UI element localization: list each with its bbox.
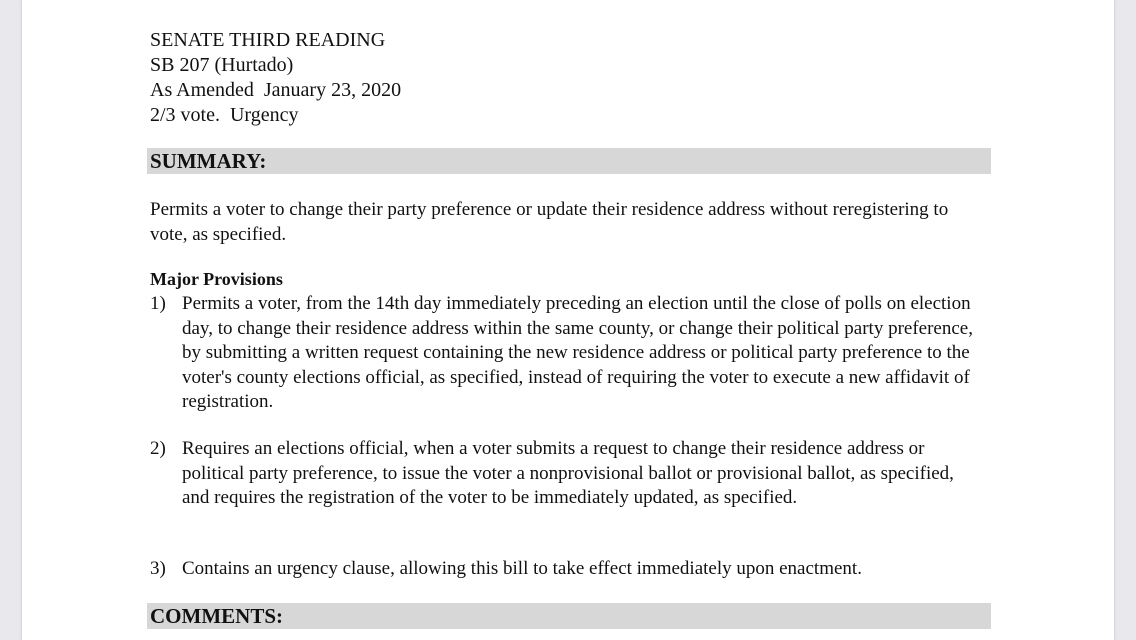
provision-text: Requires an elections official, when a voter submits a request to change their residence address or political party preference, to issue the voter a nonprovisional ballot or provisional ballot, as specified, and requires the registration of the voter to be immediately updated, as specified. xyxy=(182,438,954,508)
document-page xyxy=(22,0,1114,640)
provision-item xyxy=(150,292,980,415)
vote-requirement: 2/3 vote. Urgency xyxy=(150,104,299,126)
provision-number: 1) xyxy=(150,293,166,314)
amended-date: As Amended January 23, 2020 xyxy=(150,79,402,101)
provision-text: Permits a voter, from the 14th day immediately preceding an election until the close of polls on election day, to change their residence address within the same county, or change their political party preference, by submitting a written request containing the new residence address or political party preference to the voter's county elections official, as specified, instead of requiring the voter to execute a new affidavit of registration. xyxy=(182,293,973,412)
reading-stage: SENATE THIRD READING xyxy=(150,29,386,51)
provision-number: 2) xyxy=(150,438,166,459)
comments-heading: COMMENTS: xyxy=(147,603,991,629)
bill-header xyxy=(150,28,401,128)
provision-item xyxy=(150,557,980,582)
provision-item xyxy=(150,437,980,511)
major-provisions-heading: Major Provisions xyxy=(150,269,283,289)
summary-text: Permits a voter to change their party preference or update their residence address without reregistering to vote, as specified. xyxy=(150,199,949,245)
provision-number: 3) xyxy=(150,558,166,579)
provision-text: Contains an urgency clause, allowing this bill to take effect immediately upon enactment. xyxy=(182,558,862,579)
bill-number: SB 207 (Hurtado) xyxy=(150,54,294,76)
summary-heading: SUMMARY: xyxy=(147,148,991,174)
